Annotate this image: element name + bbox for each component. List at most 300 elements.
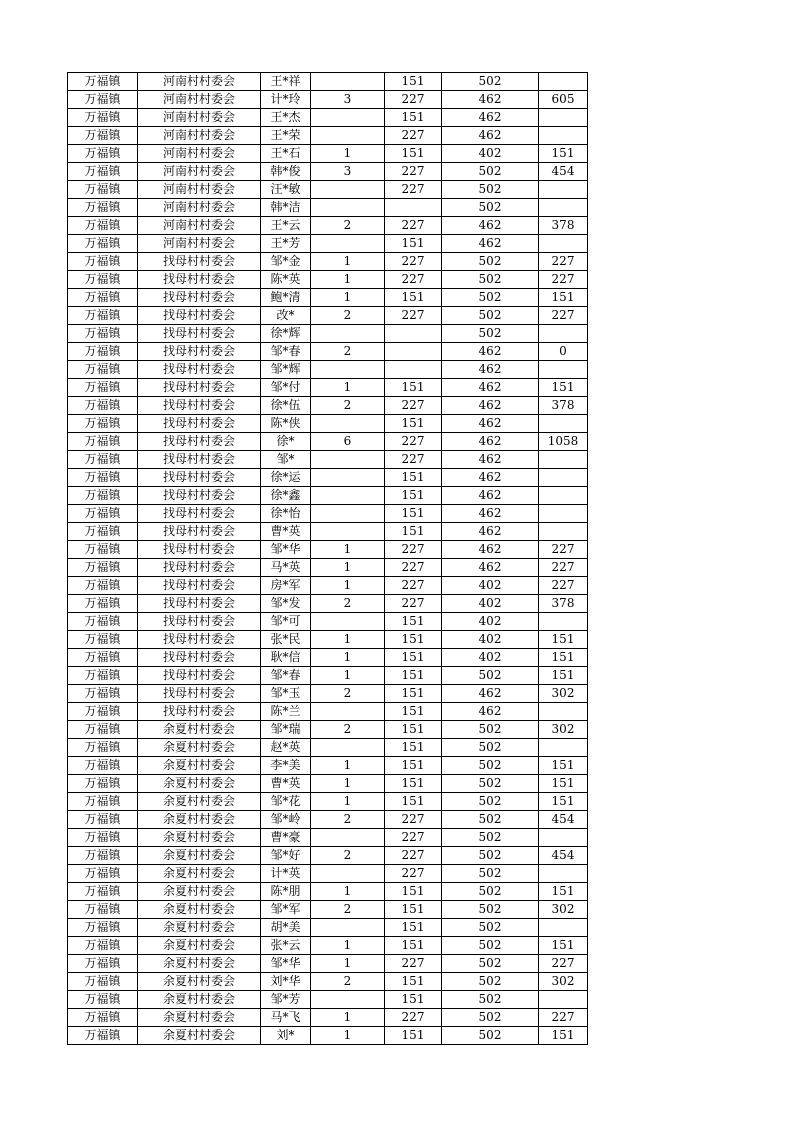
amount-b-cell: 462 <box>442 235 539 253</box>
town-cell: 万福镇 <box>68 433 138 451</box>
amount-b-cell: 502 <box>442 721 539 739</box>
table-row <box>68 163 588 181</box>
count-cell: 2 <box>311 847 385 865</box>
table-row <box>68 649 588 667</box>
total-cell <box>539 127 588 145</box>
town-cell: 万福镇 <box>68 667 138 685</box>
count-cell <box>311 415 385 433</box>
town-cell: 万福镇 <box>68 559 138 577</box>
village-cell: 找母村村委会 <box>138 271 261 289</box>
village-cell: 找母村村委会 <box>138 397 261 415</box>
count-cell <box>311 829 385 847</box>
amount-b-cell: 502 <box>442 829 539 847</box>
amount-b-cell: 462 <box>442 361 539 379</box>
amount-a-cell: 151 <box>385 109 442 127</box>
amount-a-cell <box>385 343 442 361</box>
total-cell <box>539 523 588 541</box>
amount-a-cell: 151 <box>385 613 442 631</box>
village-cell: 找母村村委会 <box>138 361 261 379</box>
total-cell <box>539 181 588 199</box>
village-cell: 找母村村委会 <box>138 343 261 361</box>
amount-b-cell: 502 <box>442 793 539 811</box>
table-row <box>68 955 588 973</box>
town-cell: 万福镇 <box>68 73 138 91</box>
amount-a-cell: 151 <box>385 883 442 901</box>
name-cell: 王*芳 <box>261 235 311 253</box>
amount-b-cell: 402 <box>442 145 539 163</box>
name-cell: 陈*兰 <box>261 703 311 721</box>
town-cell: 万福镇 <box>68 901 138 919</box>
town-cell: 万福镇 <box>68 199 138 217</box>
table-row <box>68 937 588 955</box>
amount-b-cell: 462 <box>442 487 539 505</box>
village-cell: 余夏村村委会 <box>138 901 261 919</box>
village-cell: 余夏村村委会 <box>138 847 261 865</box>
count-cell <box>311 325 385 343</box>
village-cell: 余夏村村委会 <box>138 991 261 1009</box>
town-cell: 万福镇 <box>68 271 138 289</box>
name-cell: 王*石 <box>261 145 311 163</box>
village-cell: 余夏村村委会 <box>138 1027 261 1045</box>
count-cell <box>311 523 385 541</box>
village-cell: 余夏村村委会 <box>138 793 261 811</box>
village-cell: 找母村村委会 <box>138 433 261 451</box>
name-cell: 邹*付 <box>261 379 311 397</box>
count-cell <box>311 181 385 199</box>
town-cell: 万福镇 <box>68 757 138 775</box>
name-cell: 张*民 <box>261 631 311 649</box>
amount-b-cell: 462 <box>442 433 539 451</box>
village-cell: 河南村村委会 <box>138 145 261 163</box>
amount-a-cell: 151 <box>385 991 442 1009</box>
town-cell: 万福镇 <box>68 685 138 703</box>
amount-b-cell: 502 <box>442 253 539 271</box>
town-cell: 万福镇 <box>68 145 138 163</box>
amount-b-cell: 502 <box>442 865 539 883</box>
name-cell: 计*英 <box>261 865 311 883</box>
amount-b-cell: 462 <box>442 91 539 109</box>
count-cell <box>311 991 385 1009</box>
town-cell: 万福镇 <box>68 1027 138 1045</box>
amount-a-cell: 227 <box>385 91 442 109</box>
total-cell: 0 <box>539 343 588 361</box>
table-row <box>68 739 588 757</box>
town-cell: 万福镇 <box>68 829 138 847</box>
table-row <box>68 379 588 397</box>
name-cell: 徐*辉 <box>261 325 311 343</box>
amount-a-cell <box>385 325 442 343</box>
amount-a-cell: 151 <box>385 757 442 775</box>
village-cell: 找母村村委会 <box>138 415 261 433</box>
town-cell: 万福镇 <box>68 505 138 523</box>
town-cell: 万福镇 <box>68 847 138 865</box>
table-row <box>68 721 588 739</box>
amount-a-cell: 151 <box>385 793 442 811</box>
count-cell <box>311 199 385 217</box>
amount-a-cell: 151 <box>385 73 442 91</box>
village-cell: 找母村村委会 <box>138 325 261 343</box>
table-row <box>68 271 588 289</box>
name-cell: 曹*英 <box>261 523 311 541</box>
name-cell: 曹*豪 <box>261 829 311 847</box>
amount-a-cell <box>385 361 442 379</box>
count-cell <box>311 235 385 253</box>
name-cell: 邹*花 <box>261 793 311 811</box>
table-row <box>68 325 588 343</box>
town-cell: 万福镇 <box>68 235 138 253</box>
village-cell: 河南村村委会 <box>138 109 261 127</box>
count-cell: 2 <box>311 901 385 919</box>
name-cell: 李*美 <box>261 757 311 775</box>
table-body <box>68 73 588 1045</box>
amount-b-cell: 502 <box>442 847 539 865</box>
count-cell: 2 <box>311 595 385 613</box>
count-cell <box>311 127 385 145</box>
table-row <box>68 847 588 865</box>
village-cell: 找母村村委会 <box>138 505 261 523</box>
amount-b-cell: 502 <box>442 1009 539 1027</box>
total-cell: 454 <box>539 811 588 829</box>
amount-a-cell: 227 <box>385 397 442 415</box>
town-cell: 万福镇 <box>68 541 138 559</box>
total-cell: 227 <box>539 307 588 325</box>
village-cell: 河南村村委会 <box>138 199 261 217</box>
table-row <box>68 433 588 451</box>
table-row <box>68 91 588 109</box>
village-cell: 找母村村委会 <box>138 559 261 577</box>
amount-a-cell: 151 <box>385 469 442 487</box>
name-cell: 王*云 <box>261 217 311 235</box>
table-row <box>68 235 588 253</box>
name-cell: 鲍*清 <box>261 289 311 307</box>
total-cell: 151 <box>539 1027 588 1045</box>
amount-b-cell: 462 <box>442 703 539 721</box>
village-cell: 河南村村委会 <box>138 217 261 235</box>
name-cell: 邹*玉 <box>261 685 311 703</box>
name-cell: 陈*英 <box>261 271 311 289</box>
total-cell: 302 <box>539 973 588 991</box>
total-cell: 378 <box>539 397 588 415</box>
table-row <box>68 343 588 361</box>
amount-b-cell: 502 <box>442 181 539 199</box>
name-cell: 韩*俊 <box>261 163 311 181</box>
town-cell: 万福镇 <box>68 721 138 739</box>
total-cell <box>539 991 588 1009</box>
table-row <box>68 307 588 325</box>
amount-b-cell: 502 <box>442 163 539 181</box>
total-cell: 151 <box>539 757 588 775</box>
count-cell: 1 <box>311 775 385 793</box>
amount-a-cell: 151 <box>385 487 442 505</box>
total-cell <box>539 505 588 523</box>
total-cell: 378 <box>539 595 588 613</box>
village-cell: 找母村村委会 <box>138 451 261 469</box>
count-cell <box>311 739 385 757</box>
amount-a-cell: 151 <box>385 505 442 523</box>
amount-a-cell: 151 <box>385 649 442 667</box>
town-cell: 万福镇 <box>68 883 138 901</box>
total-cell: 227 <box>539 955 588 973</box>
total-cell: 454 <box>539 163 588 181</box>
name-cell: 改* <box>261 307 311 325</box>
table-row <box>68 73 588 91</box>
count-cell: 2 <box>311 973 385 991</box>
table-row <box>68 559 588 577</box>
town-cell: 万福镇 <box>68 955 138 973</box>
town-cell: 万福镇 <box>68 775 138 793</box>
village-cell: 余夏村村委会 <box>138 919 261 937</box>
count-cell: 1 <box>311 145 385 163</box>
amount-a-cell: 151 <box>385 685 442 703</box>
amount-b-cell: 462 <box>442 451 539 469</box>
total-cell: 151 <box>539 793 588 811</box>
town-cell: 万福镇 <box>68 631 138 649</box>
table-row <box>68 217 588 235</box>
amount-b-cell: 462 <box>442 559 539 577</box>
village-cell: 找母村村委会 <box>138 613 261 631</box>
village-cell: 河南村村委会 <box>138 73 261 91</box>
town-cell: 万福镇 <box>68 325 138 343</box>
total-cell <box>539 919 588 937</box>
village-cell: 余夏村村委会 <box>138 739 261 757</box>
total-cell: 454 <box>539 847 588 865</box>
total-cell <box>539 469 588 487</box>
village-cell: 找母村村委会 <box>138 667 261 685</box>
village-cell: 河南村村委会 <box>138 235 261 253</box>
count-cell: 3 <box>311 163 385 181</box>
count-cell <box>311 469 385 487</box>
amount-a-cell: 227 <box>385 829 442 847</box>
amount-b-cell: 502 <box>442 307 539 325</box>
town-cell: 万福镇 <box>68 91 138 109</box>
name-cell: 邹*金 <box>261 253 311 271</box>
town-cell: 万福镇 <box>68 307 138 325</box>
amount-a-cell: 151 <box>385 379 442 397</box>
amount-b-cell: 462 <box>442 415 539 433</box>
count-cell: 1 <box>311 883 385 901</box>
name-cell: 房*军 <box>261 577 311 595</box>
total-cell: 151 <box>539 631 588 649</box>
amount-a-cell: 227 <box>385 847 442 865</box>
amount-b-cell: 502 <box>442 811 539 829</box>
town-cell: 万福镇 <box>68 217 138 235</box>
amount-b-cell: 462 <box>442 469 539 487</box>
town-cell: 万福镇 <box>68 1009 138 1027</box>
table-row <box>68 397 588 415</box>
town-cell: 万福镇 <box>68 361 138 379</box>
table-row <box>68 577 588 595</box>
village-cell: 找母村村委会 <box>138 595 261 613</box>
total-cell: 151 <box>539 289 588 307</box>
amount-b-cell: 462 <box>442 685 539 703</box>
town-cell: 万福镇 <box>68 343 138 361</box>
count-cell: 2 <box>311 685 385 703</box>
amount-a-cell: 227 <box>385 577 442 595</box>
table-row <box>68 865 588 883</box>
name-cell: 陈*朋 <box>261 883 311 901</box>
count-cell: 1 <box>311 667 385 685</box>
amount-a-cell: 151 <box>385 667 442 685</box>
name-cell: 邹*瑞 <box>261 721 311 739</box>
amount-b-cell: 502 <box>442 325 539 343</box>
table-row <box>68 109 588 127</box>
name-cell: 马*英 <box>261 559 311 577</box>
table-row <box>68 1009 588 1027</box>
name-cell: 邹*华 <box>261 541 311 559</box>
town-cell: 万福镇 <box>68 163 138 181</box>
name-cell: 王*祥 <box>261 73 311 91</box>
amount-b-cell: 502 <box>442 289 539 307</box>
town-cell: 万福镇 <box>68 613 138 631</box>
table-row <box>68 361 588 379</box>
count-cell: 6 <box>311 433 385 451</box>
village-cell: 河南村村委会 <box>138 127 261 145</box>
village-cell: 余夏村村委会 <box>138 811 261 829</box>
village-cell: 找母村村委会 <box>138 631 261 649</box>
name-cell: 刘* <box>261 1027 311 1045</box>
name-cell: 赵*英 <box>261 739 311 757</box>
count-cell: 1 <box>311 955 385 973</box>
village-cell: 余夏村村委会 <box>138 721 261 739</box>
total-cell: 378 <box>539 217 588 235</box>
village-cell: 余夏村村委会 <box>138 973 261 991</box>
amount-a-cell: 151 <box>385 973 442 991</box>
total-cell <box>539 487 588 505</box>
village-cell: 余夏村村委会 <box>138 937 261 955</box>
town-cell: 万福镇 <box>68 577 138 595</box>
total-cell <box>539 199 588 217</box>
table-row <box>68 181 588 199</box>
amount-a-cell: 151 <box>385 289 442 307</box>
town-cell: 万福镇 <box>68 793 138 811</box>
village-cell: 找母村村委会 <box>138 577 261 595</box>
town-cell: 万福镇 <box>68 703 138 721</box>
table-row <box>68 145 588 163</box>
table-row <box>68 505 588 523</box>
count-cell: 3 <box>311 91 385 109</box>
amount-a-cell: 227 <box>385 127 442 145</box>
amount-b-cell: 502 <box>442 901 539 919</box>
amount-a-cell <box>385 199 442 217</box>
village-cell: 找母村村委会 <box>138 487 261 505</box>
name-cell: 邹*好 <box>261 847 311 865</box>
town-cell: 万福镇 <box>68 127 138 145</box>
amount-b-cell: 502 <box>442 775 539 793</box>
town-cell: 万福镇 <box>68 973 138 991</box>
table-row <box>68 289 588 307</box>
total-cell: 227 <box>539 271 588 289</box>
count-cell: 2 <box>311 721 385 739</box>
total-cell <box>539 415 588 433</box>
total-cell <box>539 73 588 91</box>
count-cell <box>311 613 385 631</box>
village-cell: 河南村村委会 <box>138 91 261 109</box>
village-cell: 找母村村委会 <box>138 685 261 703</box>
town-cell: 万福镇 <box>68 937 138 955</box>
amount-b-cell: 502 <box>442 973 539 991</box>
village-cell: 找母村村委会 <box>138 703 261 721</box>
village-cell: 找母村村委会 <box>138 649 261 667</box>
table-row <box>68 541 588 559</box>
amount-b-cell: 502 <box>442 73 539 91</box>
count-cell: 2 <box>311 343 385 361</box>
name-cell: 徐*怡 <box>261 505 311 523</box>
amount-a-cell: 227 <box>385 595 442 613</box>
total-cell: 151 <box>539 379 588 397</box>
total-cell <box>539 109 588 127</box>
count-cell <box>311 451 385 469</box>
village-cell: 找母村村委会 <box>138 253 261 271</box>
amount-b-cell: 502 <box>442 955 539 973</box>
amount-b-cell: 502 <box>442 1027 539 1045</box>
amount-b-cell: 502 <box>442 937 539 955</box>
name-cell: 王*杰 <box>261 109 311 127</box>
amount-a-cell: 227 <box>385 433 442 451</box>
amount-a-cell: 227 <box>385 811 442 829</box>
amount-a-cell: 151 <box>385 1027 442 1045</box>
total-cell <box>539 235 588 253</box>
amount-a-cell: 151 <box>385 739 442 757</box>
amount-b-cell: 502 <box>442 883 539 901</box>
amount-a-cell: 227 <box>385 307 442 325</box>
amount-a-cell: 227 <box>385 541 442 559</box>
count-cell <box>311 361 385 379</box>
amount-b-cell: 502 <box>442 991 539 1009</box>
town-cell: 万福镇 <box>68 865 138 883</box>
name-cell: 胡*美 <box>261 919 311 937</box>
amount-a-cell: 227 <box>385 559 442 577</box>
name-cell: 耿*信 <box>261 649 311 667</box>
town-cell: 万福镇 <box>68 253 138 271</box>
table-row <box>68 919 588 937</box>
amount-b-cell: 502 <box>442 199 539 217</box>
count-cell: 1 <box>311 1009 385 1027</box>
count-cell: 1 <box>311 757 385 775</box>
amount-b-cell: 402 <box>442 613 539 631</box>
amount-a-cell: 227 <box>385 451 442 469</box>
count-cell <box>311 505 385 523</box>
total-cell: 302 <box>539 901 588 919</box>
count-cell: 1 <box>311 559 385 577</box>
count-cell: 1 <box>311 1027 385 1045</box>
count-cell: 1 <box>311 631 385 649</box>
town-cell: 万福镇 <box>68 487 138 505</box>
name-cell: 曹*英 <box>261 775 311 793</box>
town-cell: 万福镇 <box>68 289 138 307</box>
amount-b-cell: 462 <box>442 127 539 145</box>
table-row <box>68 883 588 901</box>
amount-a-cell: 151 <box>385 415 442 433</box>
village-cell: 余夏村村委会 <box>138 757 261 775</box>
name-cell: 张*云 <box>261 937 311 955</box>
total-cell <box>539 361 588 379</box>
village-cell: 找母村村委会 <box>138 469 261 487</box>
name-cell: 马*飞 <box>261 1009 311 1027</box>
total-cell: 151 <box>539 145 588 163</box>
table-row <box>68 775 588 793</box>
name-cell: 韩*洁 <box>261 199 311 217</box>
village-cell: 余夏村村委会 <box>138 775 261 793</box>
name-cell: 陈*侠 <box>261 415 311 433</box>
name-cell: 邹*辉 <box>261 361 311 379</box>
name-cell: 徐*运 <box>261 469 311 487</box>
table-row <box>68 991 588 1009</box>
name-cell: 徐*伍 <box>261 397 311 415</box>
amount-a-cell: 227 <box>385 253 442 271</box>
town-cell: 万福镇 <box>68 451 138 469</box>
table-row <box>68 199 588 217</box>
amount-b-cell: 402 <box>442 649 539 667</box>
